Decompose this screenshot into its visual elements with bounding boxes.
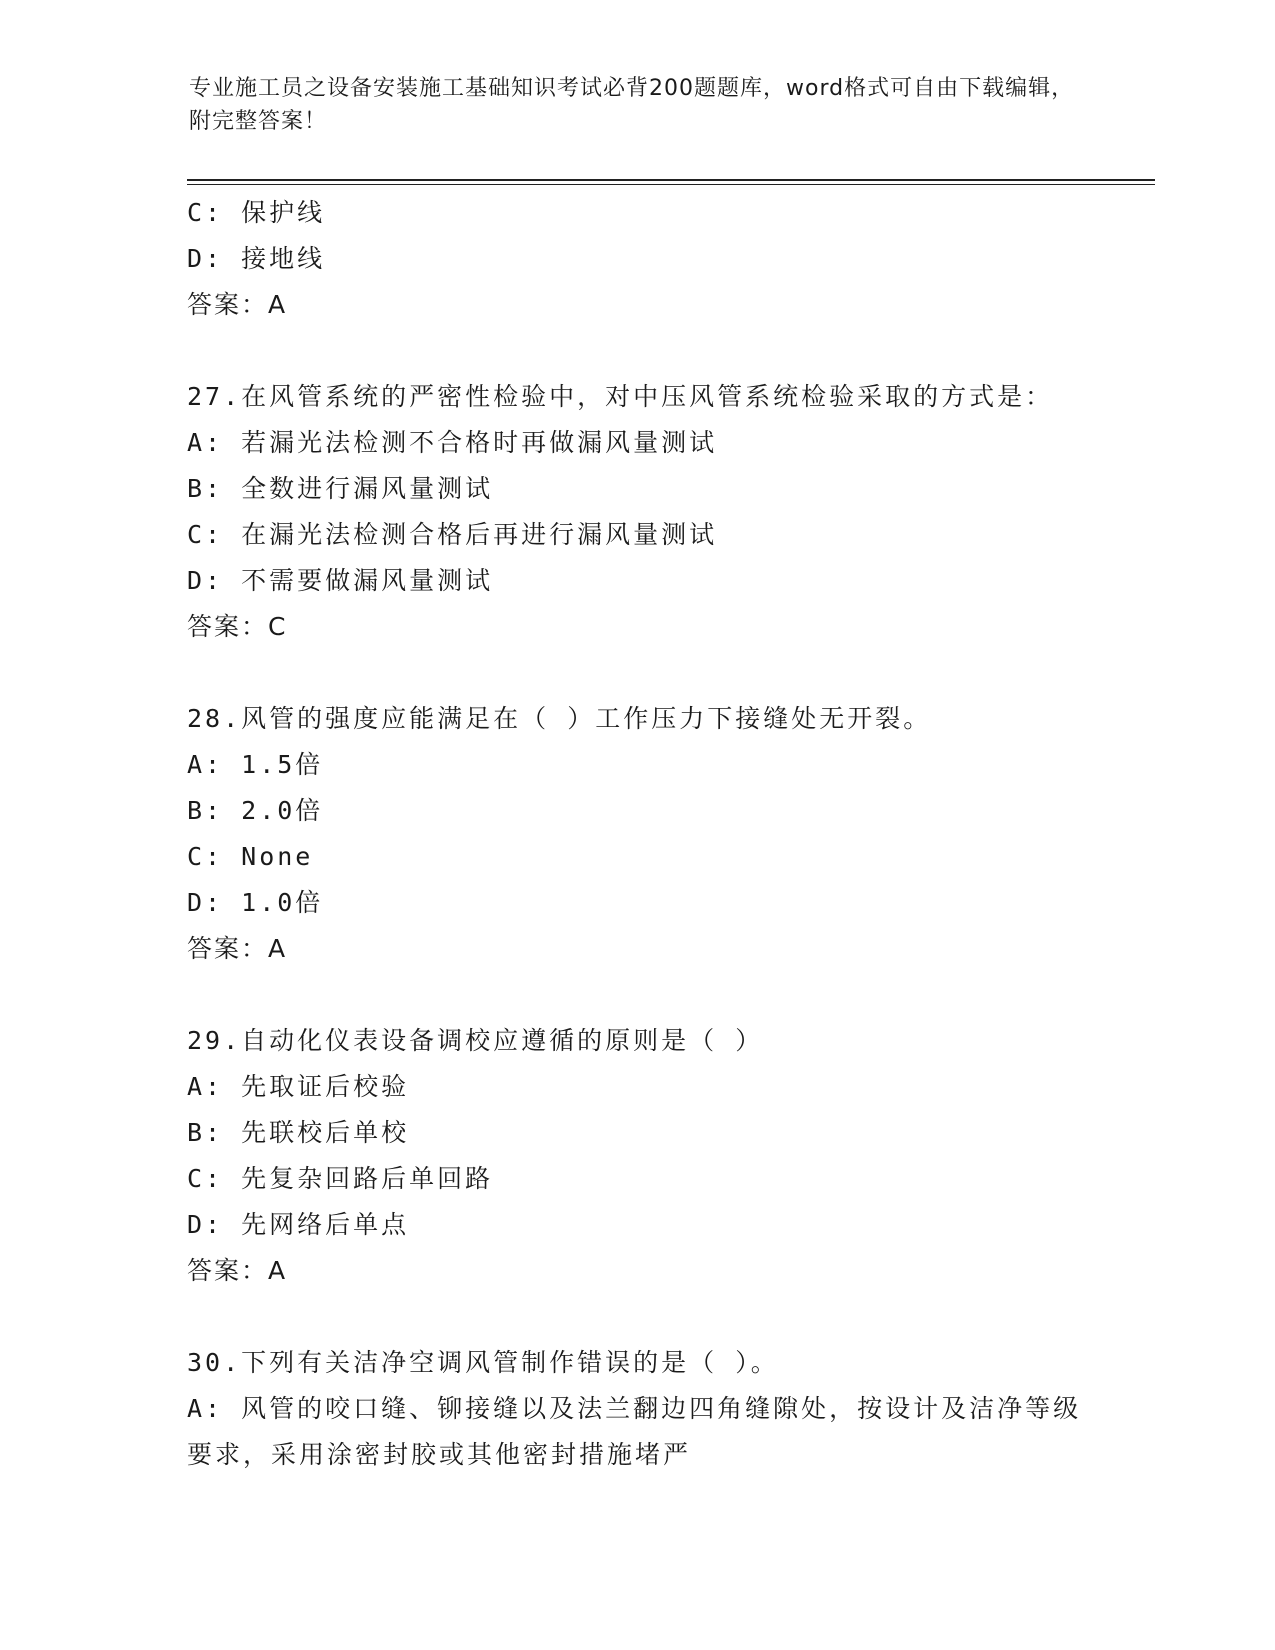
- answer: 答案：A: [187, 290, 288, 319]
- spacer: [187, 650, 1087, 696]
- spacer: [187, 1294, 1087, 1340]
- answer: 答案：A: [187, 1256, 288, 1285]
- option-b: B: 全数进行漏风量测试: [187, 474, 494, 503]
- option-c: C: 保护线: [187, 198, 326, 227]
- header-rule-thick: [187, 179, 1155, 181]
- header-rule-thin: [187, 184, 1155, 185]
- option-a: A: 风管的咬口缝、铆接缝以及法兰翻边四角缝隙处，按设计及洁净等级要求，采用涂密封胶或其他密封措施堵严: [187, 1394, 1082, 1469]
- option-a: A: 先取证后校验: [187, 1072, 410, 1101]
- spacer: [187, 328, 1087, 374]
- option-c: C: 在漏光法检测合格后再进行漏风量测试: [187, 520, 718, 549]
- question-stem: 27.在风管系统的严密性检验中，对中压风管系统检验采取的方式是：: [187, 382, 1054, 411]
- option-d: D: 先网络后单点: [187, 1210, 410, 1239]
- option-b: B: 2.0倍: [187, 796, 324, 825]
- answer: 答案：C: [187, 612, 288, 641]
- spacer: [187, 972, 1087, 1018]
- document-header: 专业施工员之设备安装施工基础知识考试必背200题题库，word格式可自由下载编辑，附完整答案！: [189, 76, 1075, 134]
- answer: 答案：A: [187, 934, 288, 963]
- question-stem: 30.下列有关洁净空调风管制作错误的是（ ）。: [187, 1348, 779, 1377]
- option-a: A: 1.5倍: [187, 750, 324, 779]
- option-c: C: None: [187, 842, 314, 871]
- option-c: C: 先复杂回路后单回路: [187, 1164, 494, 1193]
- option-d: D: 不需要做漏风量测试: [187, 566, 494, 595]
- question-stem: 28.风管的强度应能满足在（ ）工作压力下接缝处无开裂。: [187, 704, 932, 733]
- option-d: D: 1.0倍: [187, 888, 324, 917]
- option-b: B: 先联校后单校: [187, 1118, 410, 1147]
- question-content: [187, 190, 1087, 1478]
- option-a: A: 若漏光法检测不合格时再做漏风量测试: [187, 428, 718, 457]
- question-stem: 29.自动化仪表设备调校应遵循的原则是（ ）: [187, 1026, 764, 1055]
- option-d: D: 接地线: [187, 244, 326, 273]
